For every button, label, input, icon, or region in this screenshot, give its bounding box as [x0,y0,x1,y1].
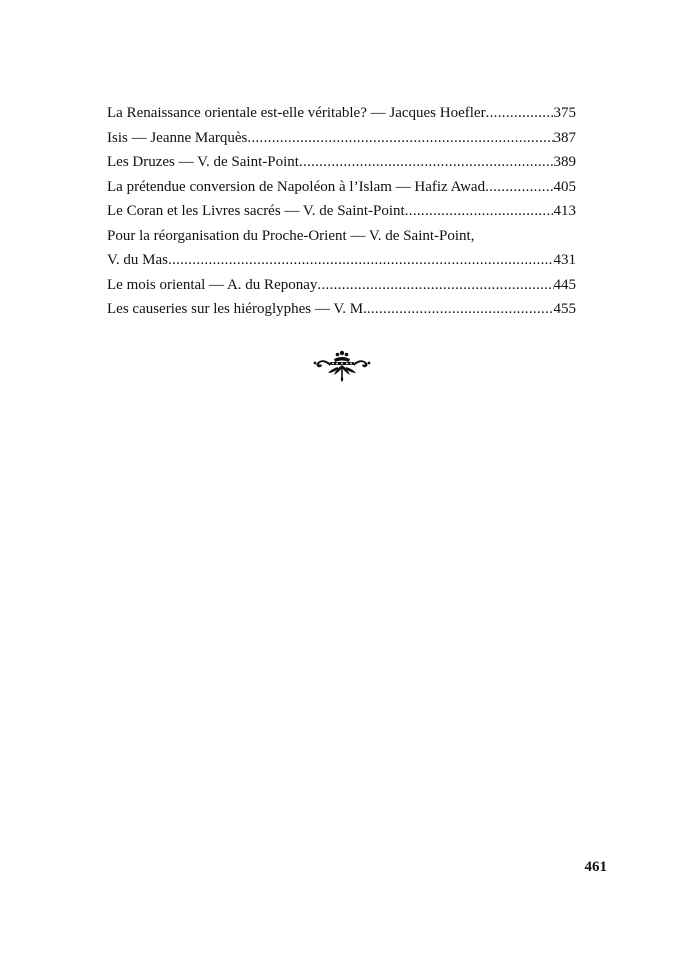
toc-leader-dots [168,248,554,273]
table-of-contents [107,101,576,322]
toc-entry [107,273,576,298]
toc-entry-title: Isis — Jeanne Marquès [107,129,248,146]
toc-entry-title-line2: V. du Mas [107,252,168,268]
toc-entry-page: 375 [553,105,576,121]
toc-entry-page: 445 [553,276,576,293]
toc-entry [107,224,576,273]
toc-entry [107,126,576,151]
toc-entry-title-line1: Pour la réorganisation du Proche-Orient — V. de Saint-Point, [107,227,475,244]
page-number: 461 [584,859,607,875]
toc-leader-dots [486,101,554,126]
toc-entry-page: 431 [553,252,576,268]
toc-entry [107,175,576,200]
floral-ornament-icon [312,349,372,383]
toc-entry [107,101,576,126]
toc-entry-title: La prétendue conversion de Napoléon à l’Islam — Hafiz Awad [107,178,486,195]
toc-entry [107,199,576,224]
toc-entry-page: 387 [553,129,576,146]
toc-entry-title: Les causeries sur les hiéroglyphes — V. M. [107,301,367,317]
toc-entry-page: 413 [553,203,576,219]
toc-entry [107,297,576,322]
toc-entry-page: 389 [553,154,576,170]
toc-entry-title: La Renaissance orientale est-elle véritable? — Jacques Hoefler [107,105,486,121]
toc-leader-dots [405,199,554,224]
toc-leader-dots [367,297,554,322]
toc-entry [107,150,576,175]
toc-entry-title: Le mois oriental — A. du Reponay [107,276,318,293]
toc-leader-dots [247,126,553,151]
toc-leader-dots [299,150,554,175]
toc-entry-title: Le Coran et les Livres sacrés — V. de Saint-Point [107,203,405,219]
toc-entry-title: Les Druzes — V. de Saint-Point [107,154,299,170]
toc-leader-dots [317,273,553,298]
toc-leader-dots [485,175,553,200]
toc-entry-continuation [107,248,576,273]
toc-entry-page: 405 [553,178,576,195]
toc-entry-page: 455 [553,301,576,317]
